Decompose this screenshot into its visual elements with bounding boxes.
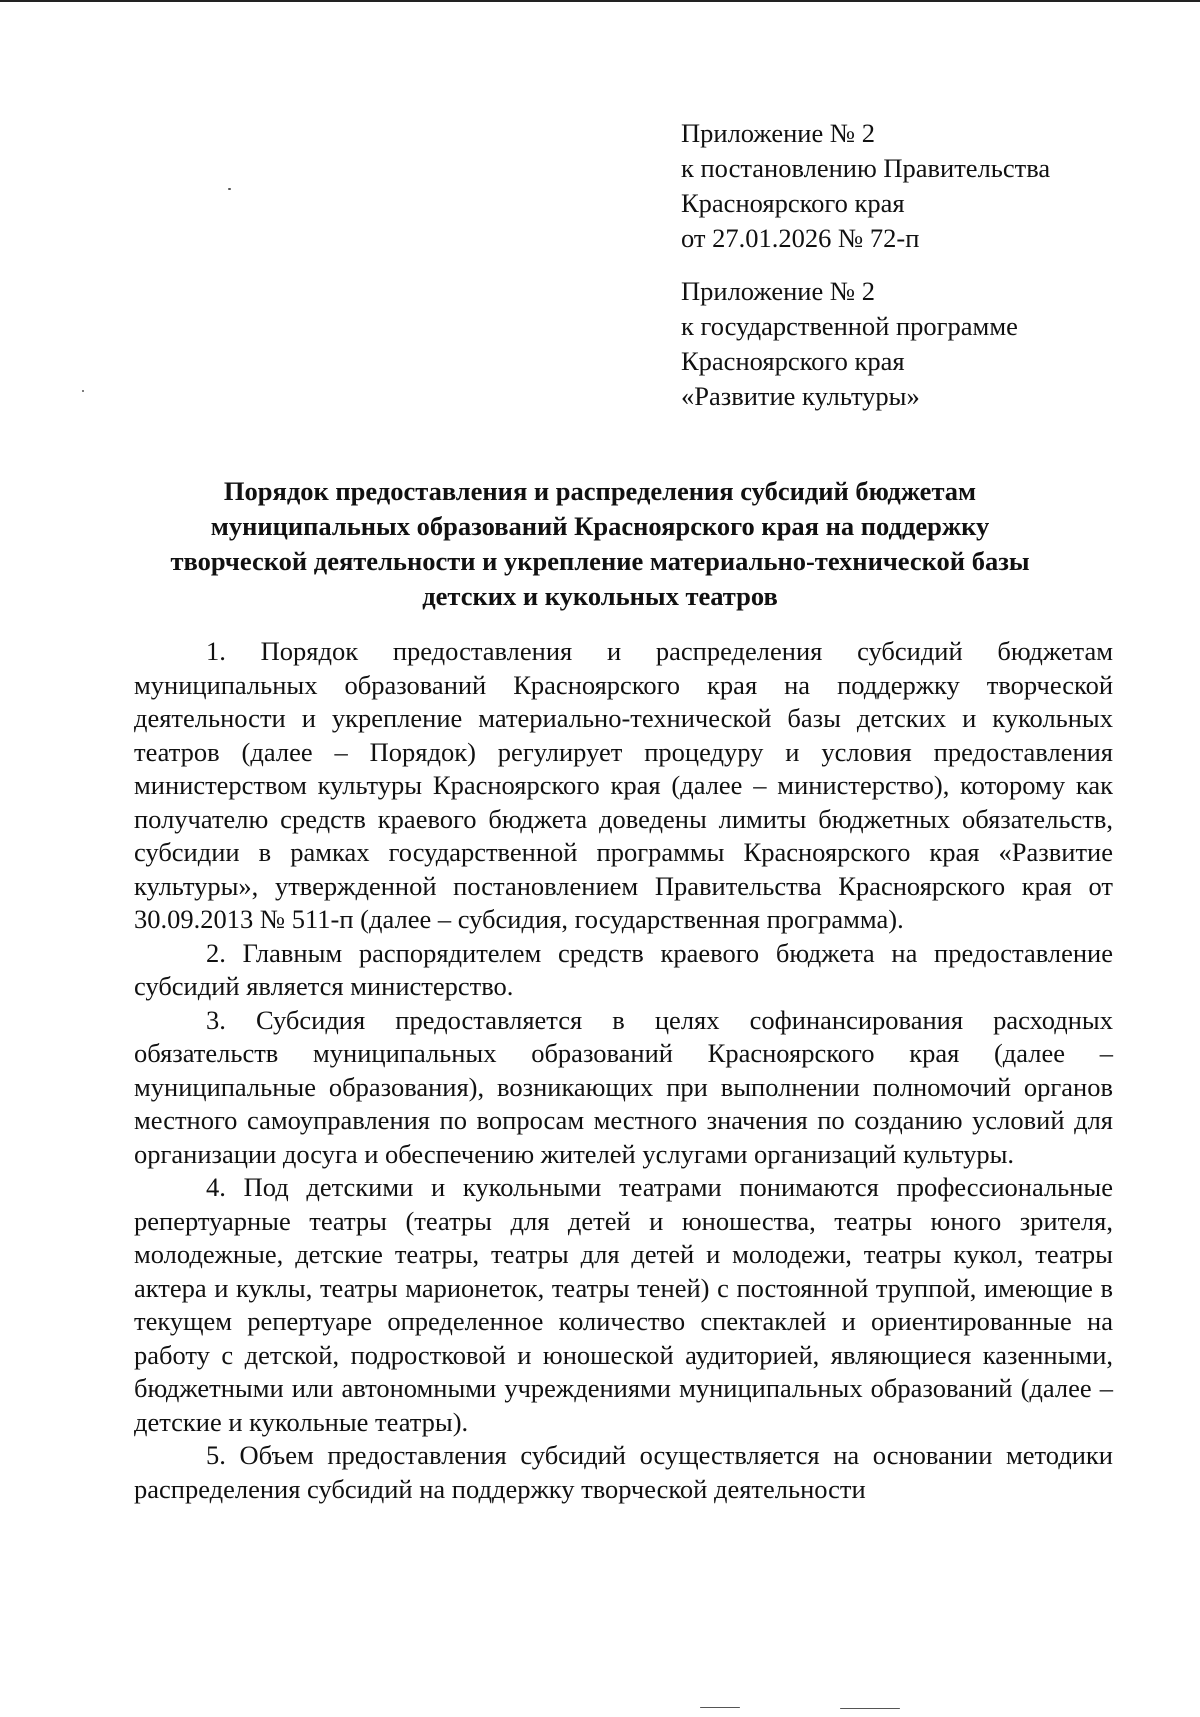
header-line: от 27.01.2026 № 72-п	[681, 223, 920, 253]
appendix-header-decree	[681, 116, 1151, 256]
header-line: Красноярского края	[681, 188, 905, 218]
scan-speck	[840, 1708, 900, 1709]
header-line: к государственной программе	[681, 311, 1018, 341]
paragraph-2: 2. Главным распорядителем средств краевого бюджета на предоставление субсидий является министерство.	[134, 937, 1113, 1001]
header-line: к постановлению Правительства	[681, 153, 1051, 183]
paragraph-5: 5. Объем предоставления субсидий осуществляется на основании методики распределения субсидий на поддержку творческой деятельности	[134, 1440, 1113, 1504]
appendix-header-program	[681, 274, 1151, 414]
paragraph-1: 1. Порядок предоставления и распределения субсидий бюджетам муниципальных образований Красноярского края на поддержку творческой деятельности и укрепление материально-технической базы детских и кукольных театров (далее – Порядок) регулирует процедуру и условия предоставления министерством культуры Красноярского края (далее – министерство), которому как получателю средств краевого бюджета доведены лимиты бюджетных обязательств, субсидии в рамках государственной программы Красноярского края «Развитие культуры», утвержденной постановлением Правительства Красноярского края от 30.09.2013 № 511-п (далее – субсидия, государственная программа).	[134, 636, 1113, 934]
title-line: творческой деятельности и укрепление материально-технической базы	[170, 546, 1030, 576]
title-line: муниципальных образований Красноярского края на поддержку	[210, 511, 990, 541]
scan-speck	[700, 1707, 740, 1708]
document-title	[120, 474, 1080, 614]
header-line: «Развитие культуры»	[681, 381, 920, 411]
title-line: детских и кукольных театров	[422, 581, 778, 611]
scan-speck	[82, 390, 84, 392]
header-line: Приложение № 2	[681, 276, 876, 306]
header-line: Приложение № 2	[681, 118, 876, 148]
header-line: Красноярского края	[681, 346, 905, 376]
scan-speck	[228, 188, 231, 190]
paragraph-3: 3. Субсидия предоставляется в целях софинансирования расходных обязательств муниципальных образований Красноярского края (далее – муниципальные образования), возникающих при выполнении полномочий органов местного самоуправления по вопросам местного значения по созданию условий для организации досуга и обеспечению жителей услугами организаций культуры.	[134, 1004, 1113, 1169]
paragraph-4: 4. Под детскими и кукольными театрами понимаются профессиональные репертуарные театры (театры для детей и юношества, театры юного зрителя, молодежные, детские театры, театры для детей и молодежи, театры кукол, театры актера и куклы, театры марионеток, театры теней) с постоянной труппой, имеющие в текущем репертуаре определенное количество спектаклей и ориентированные на работу с детской, подростковой и юношеской аудиторией, являющиеся казенными, бюджетными или автономными учреждениями муниципальных образований (далее – детские и кукольные театры).	[134, 1172, 1113, 1437]
document-body	[134, 635, 1113, 1506]
title-line: Порядок предоставления и распределения субсидий бюджетам	[223, 476, 977, 506]
